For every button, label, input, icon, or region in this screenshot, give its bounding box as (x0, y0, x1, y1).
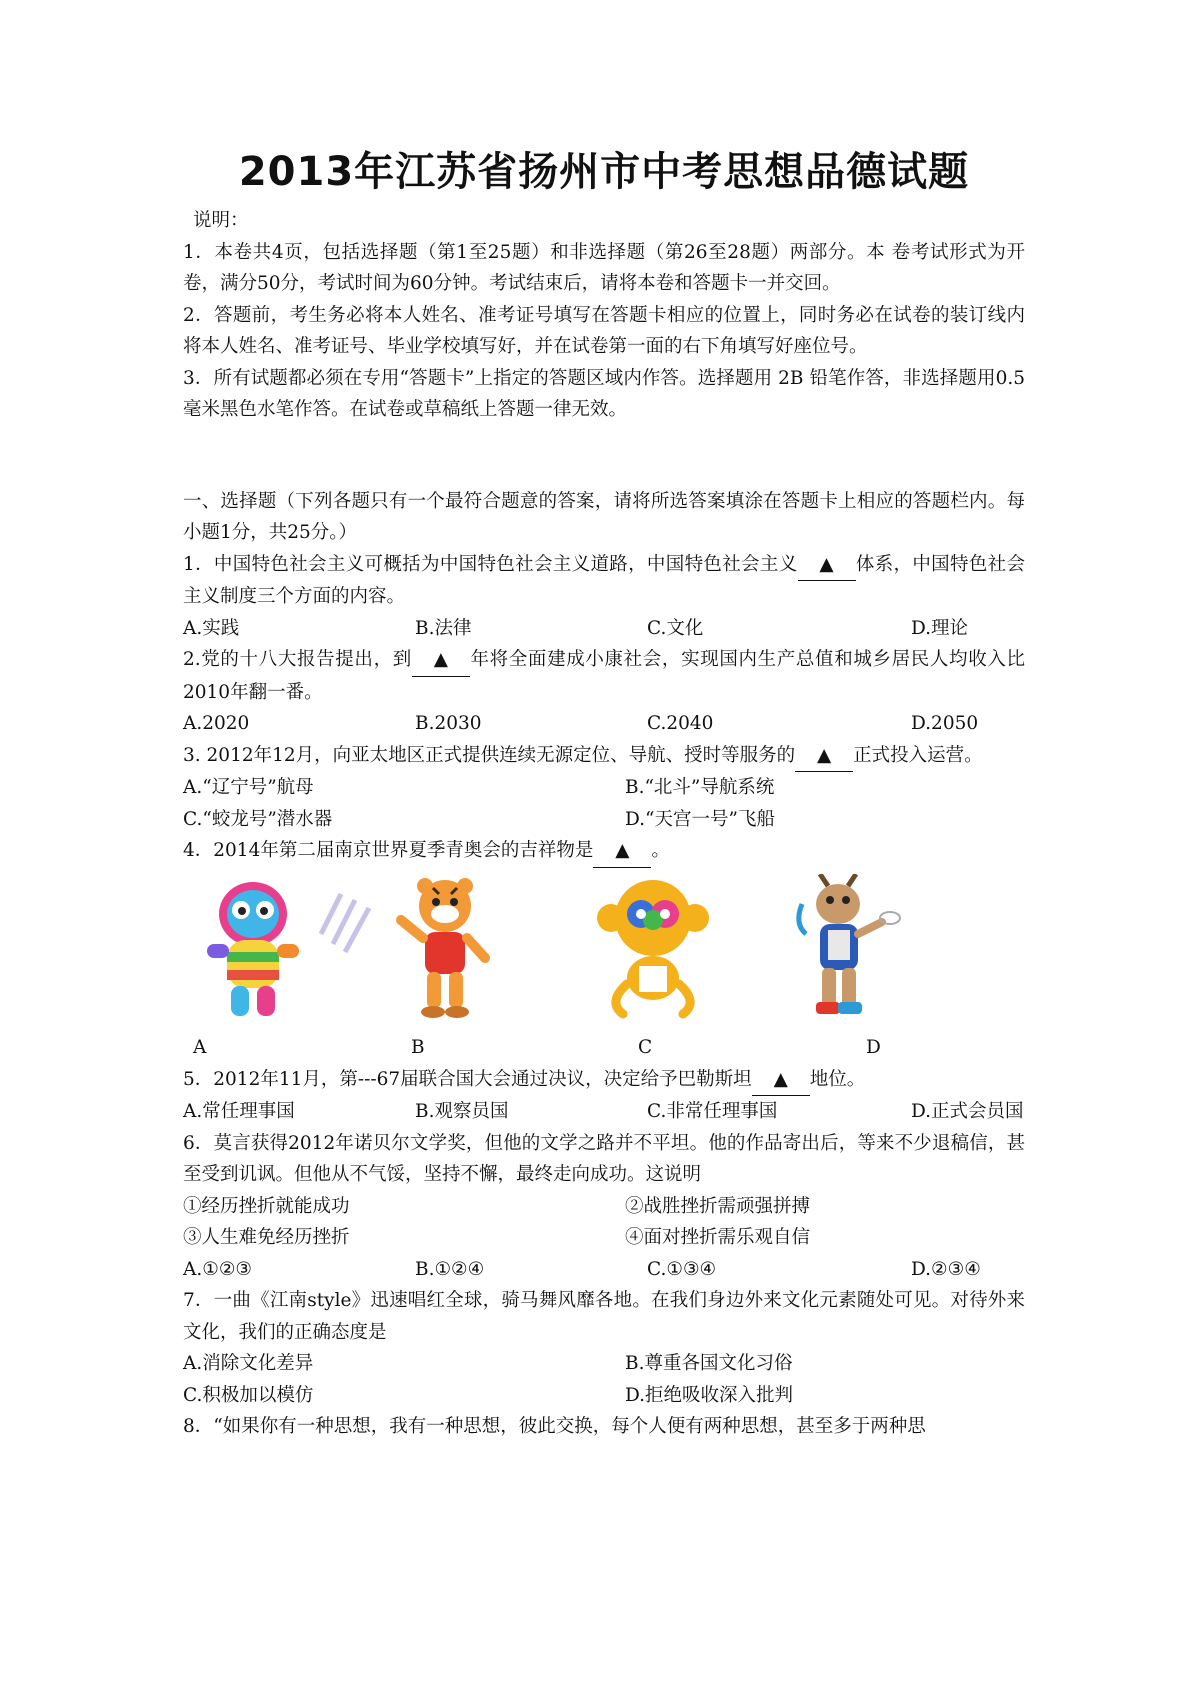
question-7: 7．一曲《江南style》迅速唱红全球，骑马舞风靡各地。在我们身边外来文化元素随处可见。对待外来文化，我们的正确态度是 (183, 1290, 1025, 1343)
mascot-d-image (788, 874, 908, 1024)
option-d: D.2050 (911, 713, 979, 734)
question-3: 3. 2012年12月，向亚太地区正式提供连续无源定位、导航、授时等服务的 ▲ 正式投入运营。 (183, 740, 1025, 773)
option-b: B.2030 (415, 713, 482, 734)
option-b: B.“北斗”导航系统 (625, 777, 775, 798)
option-a: A.2020 (183, 713, 250, 734)
answer-blank: ▲ (412, 644, 470, 677)
note-item: 2．答题前，考生务必将本人姓名、准考证号填写在答题卡相应的位置上，同时务必在试卷的装订线内将本人姓名、准考证号、毕业学校填写好，并在试卷第一面的右下角填写好座位号。 (183, 304, 1025, 357)
mascot-label-c: C (638, 1036, 653, 1058)
statement-1: ①经历挫折就能成功 (183, 1195, 350, 1217)
question-5-options (183, 1096, 1025, 1128)
answer-blank: ▲ (752, 1064, 810, 1097)
question-2-options (183, 708, 1025, 740)
option-a: A.①②③ (183, 1258, 252, 1280)
page-title: 2013年江苏省扬州市中考思想品德试题 (238, 149, 970, 195)
option-c: C.“蛟龙号”潜水器 (183, 808, 333, 830)
question-8: 8．“如果你有一种思想，我有一种思想，彼此交换，每个人便有两种思想，甚至多于两种思 (183, 1416, 926, 1437)
option-c: C.①③④ (647, 1258, 717, 1280)
option-a: A.实践 (183, 617, 240, 639)
option-d: D.拒绝吸收深入批判 (625, 1384, 794, 1406)
decorative-strokes (311, 874, 381, 984)
mascot-label-a: A (193, 1036, 207, 1058)
option-b: B.观察员国 (415, 1101, 509, 1122)
mascot-c-image (593, 874, 713, 1024)
option-d: D.理论 (911, 617, 969, 639)
mascot-labels (183, 1032, 1025, 1064)
section-heading: 一、选择题（下列各题只有一个最符合题意的答案，请将所选答案填涂在答题卡上相应的答题栏内。每小题1分，共25分。） (183, 490, 1025, 543)
question-3-options (183, 772, 1025, 835)
question-1-options (183, 613, 1025, 645)
option-a: A.“辽宁号”航母 (183, 777, 314, 798)
option-d: D.②③④ (911, 1258, 981, 1280)
option-c: C.2040 (647, 713, 714, 734)
mascot-b-image (393, 874, 503, 1024)
mascot-a-image (193, 874, 313, 1024)
question-7-options (183, 1348, 1025, 1411)
exam-page (183, 140, 1025, 1443)
question-6-options (183, 1254, 1025, 1286)
statement-4: ④面对挫折需乐观自信 (625, 1227, 811, 1248)
option-d: D.“天宫一号”飞船 (625, 808, 775, 830)
option-a: A.消除文化差异 (183, 1353, 314, 1374)
question-4: 4．2014年第二届南京世界夏季青奥会的吉祥物是 ▲ 。 (183, 835, 1025, 868)
question-5: 5．2012年11月，第---67届联合国大会通过决议，决定给予巴勒斯坦 ▲ 地位。 (183, 1064, 1025, 1097)
option-c: C.非常任理事国 (647, 1101, 778, 1122)
option-c: C.积极加以模仿 (183, 1384, 314, 1406)
mascot-label-b: B (411, 1036, 425, 1058)
answer-blank: ▲ (798, 549, 856, 582)
question-6: 6．莫言获得2012年诺贝尔文学奖，但他的文学之路并不平坦。他的作品寄出后，等来不少退稿信，甚至受到讥讽。但他从不气馁，坚持不懈，最终走向成功。这说明 (183, 1132, 1025, 1185)
option-a: A.常任理事国 (183, 1101, 295, 1122)
statement-3: ③人生难免经历挫折 (183, 1227, 350, 1248)
question-6-statements (183, 1191, 1025, 1254)
note-item: 1．本卷共4页，包括选择题（第1至25题）和非选择题（第26至28题）两部分。本 卷考试形式为开卷，满分50分，考试时间为60分钟。考试结束后，请将本卷和答题卡一并交回。 (183, 241, 1025, 294)
notes-label: 说明： (193, 210, 249, 231)
note-item: 3．所有试题都必须在专用“答题卡”上指定的答题区域内作答。选择题用 2B 铅笔作答，非选择题用0.5毫米黑色水笔作答。在试卷或草稿纸上答题一律无效。 (183, 367, 1025, 420)
option-b: B.①②④ (415, 1258, 485, 1280)
mascot-label-d: D (866, 1036, 881, 1058)
option-b: B.尊重各国文化习俗 (625, 1353, 793, 1374)
option-b: B.法律 (415, 617, 472, 639)
answer-blank: ▲ (593, 835, 651, 868)
option-c: C.文化 (647, 617, 704, 639)
question-2: 2.党的十八大报告提出，到 ▲ 年将全面建成小康社会，实现国内生产总值和城乡居民人均收入比2010年翻一番。 (183, 644, 1025, 708)
answer-blank: ▲ (795, 740, 853, 773)
option-d: D.正式会员国 (911, 1101, 1024, 1122)
mascot-images (183, 870, 1025, 1032)
question-1: 1．中国特色社会主义可概括为中国特色社会主义道路，中国特色社会主义 ▲ 体系，中国特色社会主义制度三个方面的内容。 (183, 549, 1025, 613)
statement-2: ②战胜挫折需顽强拼搏 (625, 1195, 811, 1217)
